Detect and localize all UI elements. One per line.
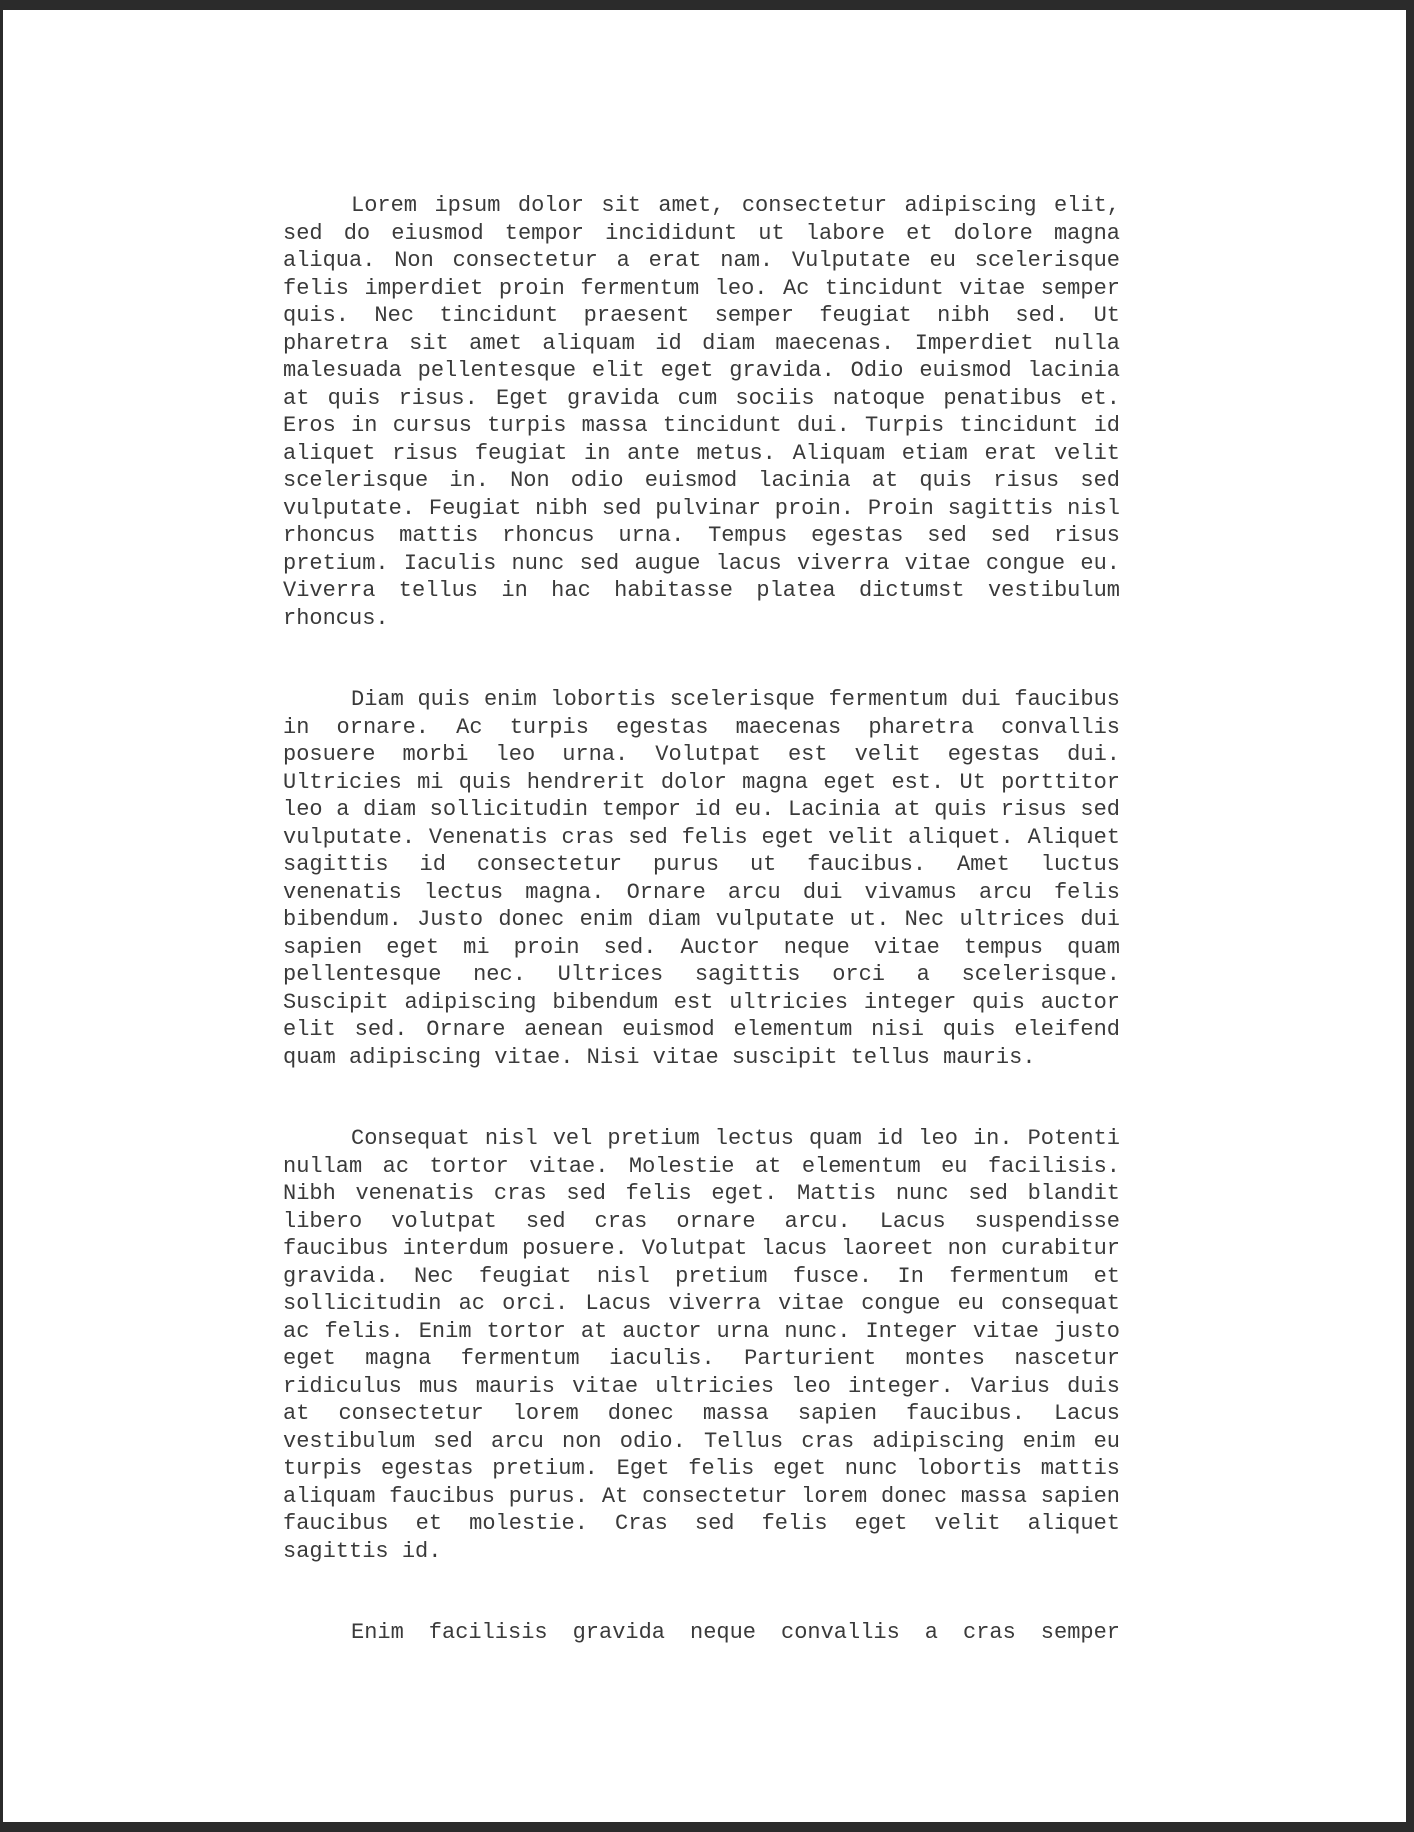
document-body [283, 192, 1120, 1701]
paragraph-1: Lorem ipsum dolor sit amet, consectetur adipiscing elit, sed do eiusmod tempor incididunt ut labore et dolore magna aliqua. Non consectetur a erat nam. Vulputate eu scelerisque felis imperdiet proin fermentum leo. Ac tincidunt vitae semper quis. Nec tincidunt praesent semper feugiat nibh sed. Ut pharetra sit amet aliquam id diam maecenas. Imperdiet nulla malesuada pellentesque elit eget gravida. Odio euismod lacinia at quis risus. Eget gravida cum sociis natoque penatibus et. Eros in cursus turpis massa tincidunt dui. Turpis tincidunt id aliquet risus feugiat in ante metus. Aliquam etiam erat velit scelerisque in. Non odio euismod lacinia at quis risus sed vulputate. Feugiat nibh sed pulvinar proin. Proin sagittis nisl rhoncus mattis rhoncus urna. Tempus egestas sed sed risus pretium. Iaculis nunc sed augue lacus viverra vitae congue eu. Viverra tellus in hac habitasse platea dictumst vestibulum rhoncus. [283, 193, 1120, 631]
document-page [3, 10, 1406, 1822]
paragraph-2: Diam quis enim lobortis scelerisque fermentum dui faucibus in ornare. Ac turpis egestas maecenas pharetra convallis posuere morbi leo urna. Volutpat est velit egestas dui. Ultricies mi quis hendrerit dolor magna eget est. Ut porttitor leo a diam sollicitudin tempor id eu. Lacinia at quis risus sed vulputate. Venenatis cras sed felis eget velit aliquet. Aliquet sagittis id consectetur purus ut faucibus. Amet luctus venenatis lectus magna. Ornare arcu dui vivamus arcu felis bibendum. Justo donec enim diam vulputate ut. Nec ultrices dui sapien eget mi proin sed. Auctor neque vitae tempus quam pellentesque nec. Ultrices sagittis orci a scelerisque. Suscipit adipiscing bibendum est ultricies integer quis auctor elit sed. Ornare aenean euismod elementum nisi quis eleifend quam adipiscing vitae. Nisi vitae suscipit tellus mauris. [283, 687, 1120, 1070]
paragraph-3: Consequat nisl vel pretium lectus quam id leo in. Potenti nullam ac tortor vitae. Molestie at elementum eu facilisis. Nibh venenatis cras sed felis eget. Mattis nunc sed blandit libero volutpat sed cras ornare arcu. Lacus suspendisse faucibus interdum posuere. Volutpat lacus laoreet non curabitur gravida. Nec feugiat nisl pretium fusce. In fermentum et sollicitudin ac orci. Lacus viverra vitae congue eu consequat ac felis. Enim tortor at auctor urna nunc. Integer vitae justo eget magna fermentum iaculis. Parturient montes nascetur ridiculus mus mauris vitae ultricies leo integer. Varius duis at consectetur lorem donec massa sapien faucibus. Lacus vestibulum sed arcu non odio. Tellus cras adipiscing enim eu turpis egestas pretium. Eget felis eget nunc lobortis mattis aliquam faucibus purus. At consectetur lorem donec massa sapien faucibus et molestie. Cras sed felis eget velit aliquet sagittis id. [283, 1126, 1120, 1564]
paragraph-4: Enim facilisis gravida neque convallis a cras semper [351, 1620, 1120, 1645]
